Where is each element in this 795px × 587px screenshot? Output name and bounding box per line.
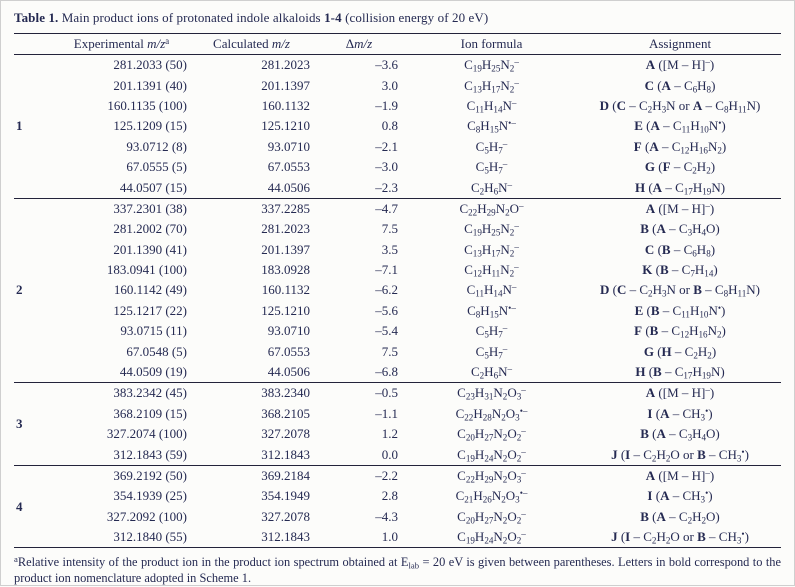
cell-ion-formula: $C_{19}H_{25}N_2^-$ [404, 55, 579, 76]
cell-assignment: H $(B - C_{17}H_{19}N)$ [635, 364, 725, 381]
cell-assignment: C $(B - C_6H_8)$ [644, 241, 716, 259]
table-row [14, 507, 781, 527]
cell-assignment: G $(F - C_2H_2)$ [644, 159, 716, 176]
cell-experimental-mz: 44.0509 (19) [119, 364, 187, 380]
cell-assignment: J ($I - C_2H_2O$ or B – $CH_3^•$) [611, 446, 749, 464]
cell-calculated-mz: 312.1843 [261, 446, 310, 462]
cell-assignment: I $(A - CH_3^•)$ [647, 405, 713, 423]
cell-assignment: B $(A - C_3H_4O)$ [640, 221, 720, 238]
cell-experimental-mz: 368.2109 (15) [113, 405, 187, 421]
compound-number: 3 [14, 383, 54, 466]
cell-calculated-mz: 369.2184 [189, 465, 314, 486]
cell-experimental-mz: 312.1843 (59) [113, 446, 187, 462]
cell-delta-mz: 2.8 [381, 488, 398, 504]
cell-ion-formula: $C_{19}H_{24}N_2O_2^-$ [457, 446, 526, 464]
cell-ion-formula: $C_{20}H_{27}N_2O_2^-$ [457, 426, 526, 443]
cell-experimental-mz: 201.1391 (40) [113, 77, 187, 93]
cell-assignment: I $(A - CH_3^•)$ [647, 488, 713, 505]
cell-delta-mz: –2.1 [375, 138, 398, 154]
header-calculated-mz: Calculated m/z [189, 34, 314, 55]
cell-delta-mz: 3.0 [381, 77, 398, 93]
cell-calculated-mz: 183.0928 [261, 262, 310, 278]
cell-delta-mz: –4.3 [375, 508, 398, 524]
cell-delta-mz: –2.2 [314, 465, 404, 486]
cell-calculated-mz: 201.1397 [261, 241, 310, 257]
table-body [14, 55, 781, 548]
compound-number: 4 [14, 465, 54, 548]
cell-delta-mz: –6.2 [375, 282, 398, 298]
cell-experimental-mz: 369.2192 (50) [54, 465, 189, 486]
cell-assignment: A ([M – H]–) [579, 55, 781, 76]
compound-number: 1 [14, 55, 54, 199]
table-row [14, 465, 781, 486]
cell-calculated-mz: 160.1132 [261, 282, 310, 298]
cell-delta-mz: 1.0 [381, 529, 398, 545]
cell-ion-formula: $C_{22}H_{28}N_2O_3^{•-}$ [455, 405, 528, 423]
cell-experimental-mz: 327.2092 (100) [106, 508, 187, 524]
cell-calculated-mz: 327.2078 [261, 426, 310, 442]
cell-delta-mz: –7.1 [375, 262, 398, 278]
table-row [14, 301, 781, 321]
cell-calculated-mz: 368.2105 [261, 405, 310, 421]
cell-experimental-mz: 354.1939 (25) [113, 488, 187, 504]
cell-ion-formula: $C_5H_7^-$ [475, 343, 508, 361]
table-row [14, 527, 781, 548]
cell-experimental-mz: 281.2002 (70) [113, 221, 187, 237]
cell-delta-mz: 0.0 [381, 446, 398, 462]
table-row [14, 198, 781, 219]
cell-ion-formula: $C_{13}H_{17}N_2^-$ [464, 241, 519, 259]
table-row [14, 137, 781, 157]
cell-experimental-mz: 327.2074 (100) [106, 426, 187, 442]
cell-calculated-mz: 67.0553 [267, 159, 310, 175]
table-row [14, 96, 781, 116]
table-row [14, 444, 781, 465]
cell-ion-formula: $C_{20}H_{27}N_2O_2^-$ [457, 508, 526, 526]
header-assignment: Assignment [579, 34, 781, 55]
table-row [14, 55, 781, 76]
table-row [14, 424, 781, 444]
cell-delta-mz: –5.4 [375, 323, 398, 339]
cell-assignment: F $(B - C_{12}H_{16}N_2)$ [634, 323, 726, 340]
cell-delta-mz: 7.5 [381, 221, 398, 237]
cell-calculated-mz: 160.1132 [261, 97, 310, 113]
cell-delta-mz: –0.5 [314, 383, 404, 404]
cell-assignment: C $(A - C_6H_8)$ [644, 77, 716, 95]
table-row [14, 404, 781, 424]
cell-delta-mz: 0.8 [381, 118, 398, 134]
cell-assignment: G $(H - C_2H_2)$ [643, 343, 717, 361]
table-row [14, 280, 781, 300]
table-row [14, 321, 781, 341]
cell-ion-formula: $C_{19}H_{24}N_2O_2^-$ [457, 529, 526, 546]
cell-ion-formula: $C_{22}H_{29}N_2O^-$ [404, 198, 579, 219]
cell-delta-mz: –3.0 [375, 159, 398, 175]
table-row [14, 341, 781, 361]
cell-assignment: B $(A - C_3H_4O)$ [640, 426, 720, 443]
cell-ion-formula: $C_5H_7^-$ [475, 159, 508, 176]
cell-delta-mz: –1.9 [375, 97, 398, 113]
header-ion-formula: Ion formula [404, 34, 579, 55]
cell-delta-mz: –5.6 [375, 302, 398, 318]
cell-calculated-mz: 93.0710 [267, 323, 310, 339]
cell-ion-formula: $C_{23}H_{31}N_2O_3^-$ [404, 383, 579, 404]
compound-number: 2 [14, 198, 54, 383]
cell-calculated-mz: 93.0710 [267, 138, 310, 154]
cell-ion-formula: $C_{13}H_{17}N_2^-$ [464, 77, 519, 95]
cell-calculated-mz: 281.2023 [261, 221, 310, 237]
cell-experimental-mz: 93.0715 (11) [120, 323, 187, 339]
header-row [14, 34, 781, 55]
cell-calculated-mz: 125.1210 [261, 118, 310, 134]
header-delta-mz: Δm/z [314, 34, 404, 55]
cell-calculated-mz: 44.0506 [267, 364, 310, 380]
table-row [14, 362, 781, 383]
cell-assignment: H $(A - C_{17}H_{19}N)$ [634, 179, 726, 197]
cell-experimental-mz: 67.0555 (5) [126, 159, 187, 175]
cell-experimental-mz: 125.1217 (22) [113, 302, 187, 318]
cell-assignment: E $(A - C_{11}H_{10}N^•)$ [634, 118, 726, 135]
table-row [14, 240, 781, 260]
cell-delta-mz: –6.8 [375, 364, 398, 380]
cell-ion-formula: $C_8H_{15}N^{•-}$ [467, 118, 516, 135]
cell-calculated-mz: 327.2078 [261, 508, 310, 524]
cell-assignment: A ([M – H]–) [579, 383, 781, 404]
cell-delta-mz: –1.1 [375, 405, 398, 421]
cell-experimental-mz: 125.1209 (15) [113, 118, 187, 134]
cell-experimental-mz: 281.2033 (50) [54, 55, 189, 76]
cell-ion-formula: $C_{11}H_{14}N^-$ [466, 97, 517, 115]
cell-assignment: B $(A - C_2H_2O)$ [640, 508, 720, 526]
cell-assignment: F $(A - C_{12}H_{16}N_2)$ [633, 138, 727, 156]
table-row [14, 219, 781, 239]
table-title: Table 1. Main product ions of protonated indole alkaloids 1-4 (collision energy of 20 eV) [14, 10, 489, 25]
header-compound [14, 34, 54, 55]
cell-experimental-mz: 67.0548 (5) [126, 343, 187, 359]
table-footnote: $^a$Relative intensity of the product ion in the product ion spectrum obtained at $E_{lab} = 20$ eV is given between parentheses. Letters in bold correspond to the product ion nomenclature adopted in Scheme 1. [14, 554, 781, 586]
cell-calculated-mz: 383.2340 [189, 383, 314, 404]
cell-experimental-mz: 383.2342 (45) [54, 383, 189, 404]
cell-ion-formula: $C_{12}H_{11}N_2^-$ [464, 262, 519, 279]
cell-delta-mz: –2.3 [375, 179, 398, 195]
cell-assignment: D ($C - C_2H_3N$ or A – $C_8H_{11}N$) [599, 97, 761, 115]
table-row [14, 177, 781, 198]
cell-experimental-mz: 312.1840 (55) [113, 529, 187, 545]
cell-delta-mz: 1.2 [381, 426, 398, 442]
cell-assignment: K $(B - C_7H_{14})$ [642, 262, 718, 279]
table-row [14, 260, 781, 280]
cell-calculated-mz: 281.2023 [189, 55, 314, 76]
cell-calculated-mz: 337.2285 [189, 198, 314, 219]
cell-ion-formula: $C_{22}H_{29}N_2O_3^-$ [404, 465, 579, 486]
product-ions-table [14, 33, 781, 548]
table-row [14, 75, 781, 95]
cell-experimental-mz: 44.0507 (15) [119, 179, 187, 195]
cell-ion-formula: $C_2H_6N^-$ [470, 363, 513, 381]
table-header [14, 34, 781, 55]
cell-experimental-mz: 201.1390 (41) [113, 241, 187, 257]
cell-experimental-mz: 93.0712 (8) [126, 138, 187, 154]
cell-ion-formula: $C_{11}H_{14}N^-$ [466, 282, 517, 300]
cell-assignment: E $(B - C_{11}H_{10}N^•)$ [634, 302, 726, 320]
cell-ion-formula: $C_5H_7^-$ [475, 138, 508, 156]
cell-experimental-mz: 183.0941 (100) [106, 262, 187, 278]
cell-experimental-mz: 160.1142 (49) [113, 282, 187, 298]
cell-assignment: J ($I - C_2H_2O$ or B – $CH_3^•$) [611, 529, 749, 546]
cell-delta-mz: –3.6 [314, 55, 404, 76]
table-row [14, 383, 781, 404]
cell-assignment: A ([M – H]–) [579, 465, 781, 486]
cell-delta-mz: 7.5 [381, 343, 398, 359]
cell-ion-formula: $C_2H_6N^-$ [470, 179, 513, 197]
cell-delta-mz: –4.7 [314, 198, 404, 219]
cell-calculated-mz: 125.1210 [261, 302, 310, 318]
cell-calculated-mz: 201.1397 [261, 77, 310, 93]
cell-ion-formula: $C_5H_7^-$ [475, 323, 508, 340]
table-row [14, 157, 781, 177]
cell-assignment: A ([M – H]–) [579, 198, 781, 219]
cell-assignment: D ($C - C_2H_3N$ or B – $C_8H_{11}N$) [599, 282, 760, 300]
cell-calculated-mz: 44.0506 [267, 179, 310, 195]
header-experimental-mz: Experimental $m/z^a$ [54, 34, 189, 55]
cell-ion-formula: $C_{19}H_{25}N_2^-$ [464, 221, 519, 238]
table-row [14, 116, 781, 136]
cell-calculated-mz: 354.1949 [261, 488, 310, 504]
cell-ion-formula: $C_{21}H_{26}N_2O_3^{•-}$ [455, 488, 528, 505]
cell-experimental-mz: 160.1135 (100) [107, 97, 187, 113]
cell-ion-formula: $C_8H_{15}N^{•-}$ [467, 302, 516, 320]
cell-delta-mz: 3.5 [381, 241, 398, 257]
cell-experimental-mz: 337.2301 (38) [54, 198, 189, 219]
cell-calculated-mz: 67.0553 [267, 343, 310, 359]
table-row [14, 486, 781, 506]
cell-calculated-mz: 312.1843 [261, 529, 310, 545]
